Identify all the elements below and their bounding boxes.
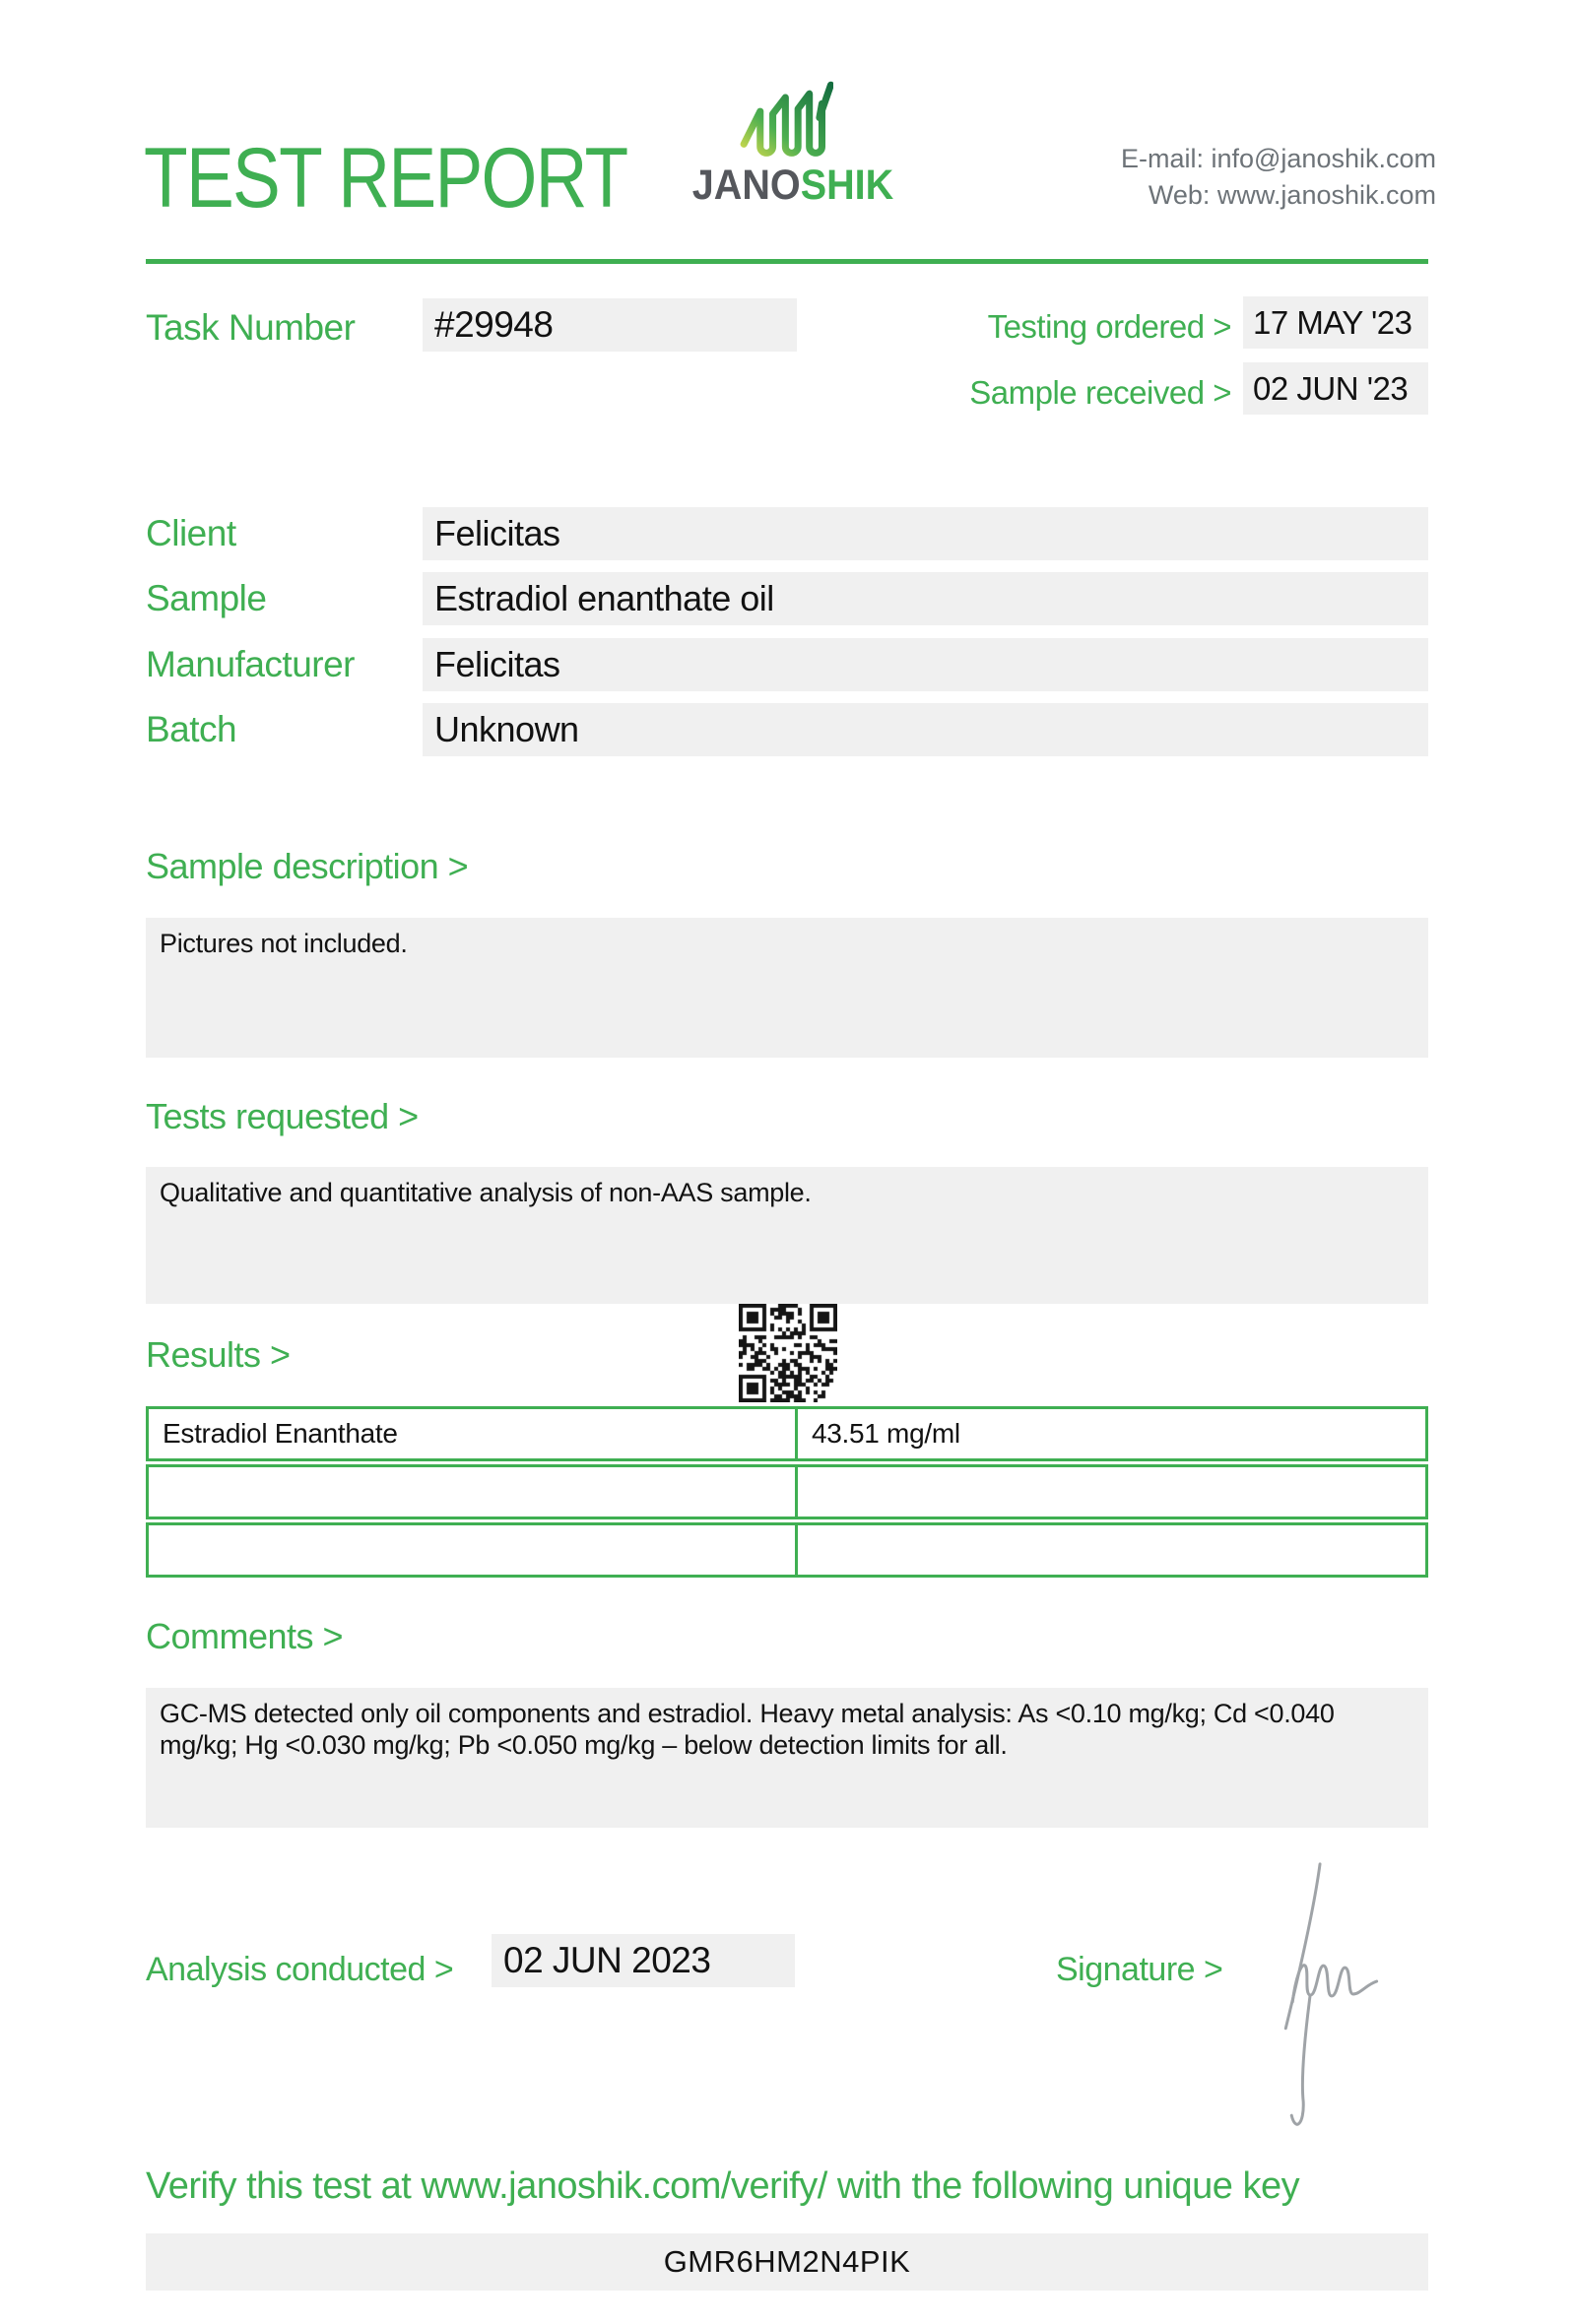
result-name-cell <box>149 1409 798 1458</box>
comments-text: GC-MS detected only oil components and estradiol. Heavy metal analysis: As <0.10 mg/kg; Cd <0.040 mg/kg; Hg <0.030 mg/kg; Pb <0.050 mg/kg – below detection limits for all. <box>160 1699 1335 1761</box>
sample-received-date: 02 JUN '23 <box>1253 369 1409 407</box>
client-label: Client <box>146 513 236 553</box>
tests-requested-box <box>146 1167 1428 1304</box>
batch-value: Unknown <box>434 709 579 749</box>
contact-web: Web: www.janoshik.com <box>1148 180 1436 210</box>
logo-wordmark <box>689 161 897 210</box>
qr-code <box>739 1304 837 1402</box>
batch-value-box <box>423 703 1428 756</box>
result-name-cell <box>149 1525 798 1575</box>
verify-key: GMR6HM2N4PIK <box>663 2244 911 2279</box>
sample-received-label: Sample received > <box>969 374 1231 411</box>
result-name: Estradiol Enanthate <box>163 1418 398 1449</box>
result-value: 43.51 mg/ml <box>812 1418 960 1449</box>
client-value: Felicitas <box>434 513 560 553</box>
comments-heading: Comments > <box>146 1616 344 1656</box>
sample-value: Estradiol enanthate oil <box>434 578 774 618</box>
sample-description-heading: Sample description > <box>146 846 469 886</box>
sample-value-box <box>423 572 1428 625</box>
manufacturer-value: Felicitas <box>434 644 560 684</box>
result-name-cell <box>149 1467 798 1517</box>
client-value-box <box>423 507 1428 560</box>
contact-block <box>1121 141 1436 214</box>
results-heading: Results > <box>146 1334 291 1375</box>
task-number-value: #29948 <box>434 304 554 345</box>
contact-email: E-mail: info@janoshik.com <box>1120 144 1436 173</box>
analysis-date-box <box>492 1934 795 1987</box>
result-value-cell <box>798 1525 1425 1575</box>
batch-label: Batch <box>146 709 237 749</box>
header-divider <box>146 259 1428 264</box>
testing-ordered-value-box <box>1243 296 1428 349</box>
logo-jano: JANO <box>691 161 801 209</box>
testing-ordered-date: 17 MAY '23 <box>1253 303 1412 341</box>
sample-description-box <box>146 918 1428 1058</box>
handwritten-signature <box>1263 1847 1391 2141</box>
analysis-conducted-label: Analysis conducted > <box>146 1951 454 1988</box>
results-table-row <box>146 1522 1428 1578</box>
testing-ordered-label: Testing ordered > <box>987 308 1231 345</box>
growth-chart-icon <box>739 81 833 163</box>
result-value-cell <box>798 1409 1425 1458</box>
tests-requested-text: Qualitative and quantitative analysis of non-AAS sample. <box>160 1178 812 1207</box>
tests-requested-heading: Tests requested > <box>146 1096 419 1136</box>
result-value-cell <box>798 1467 1425 1517</box>
sample-received-value-box <box>1243 362 1428 415</box>
verify-key-box <box>146 2233 1428 2291</box>
sample-description-text: Pictures not included. <box>160 929 408 958</box>
page-title: TEST REPORT <box>144 131 627 226</box>
logo-shik: SHIK <box>800 161 894 209</box>
results-table-row <box>146 1406 1428 1461</box>
results-table-row <box>146 1464 1428 1519</box>
manufacturer-value-box <box>423 638 1428 691</box>
comments-box <box>146 1688 1428 1828</box>
manufacturer-label: Manufacturer <box>146 644 355 684</box>
task-number-label: Task Number <box>146 307 356 348</box>
sample-label: Sample <box>146 578 267 618</box>
signature-label: Signature > <box>1056 1951 1223 1988</box>
task-number-value-box <box>423 298 797 352</box>
analysis-date: 02 JUN 2023 <box>503 1940 711 1980</box>
verify-heading: Verify this test at www.janoshik.com/verify/ with the following unique key <box>146 2165 1300 2207</box>
